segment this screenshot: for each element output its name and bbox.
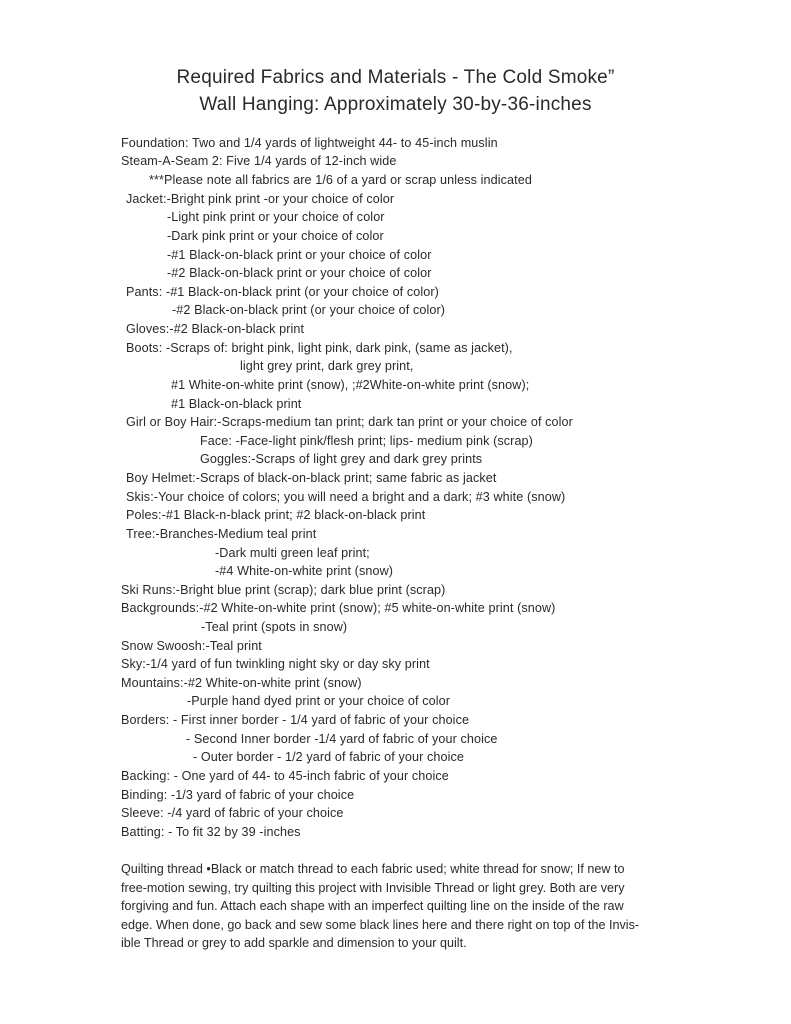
materials-line-backing: Backing: - One yard of 44- to 45-inch fabric of your choice: [121, 769, 449, 783]
materials-line-jacket-2: -Light pink print or your choice of color: [167, 210, 385, 224]
materials-line-tree-2: -Dark multi green leaf print;: [215, 546, 370, 560]
materials-line-borders: Borders: - First inner border - 1/4 yard of fabric of your choice: [121, 713, 470, 727]
materials-line-face: Face: -Face-light pink/flesh print; lips- medium pink (scrap): [200, 434, 533, 448]
document-title-line-1: Required Fabrics and Materials - The Cold Smoke”: [176, 67, 615, 88]
materials-line-tree: Tree:-Branches-Medium teal print: [126, 527, 317, 541]
materials-line-batting: Batting: - To fit 32 by 39 -inches: [121, 825, 301, 839]
materials-line-skis: Skis:-Your choice of colors; you will need a bright and a dark; #3 white (snow): [126, 490, 566, 504]
quilting-thread-paragraph: [121, 860, 676, 953]
materials-line-backgrounds: Backgrounds:-#2 White-on-white print (snow); #5 white-on-white print (snow): [121, 601, 556, 615]
materials-line-mountains: Mountains:-#2 White-on-white print (snow): [121, 676, 362, 690]
materials-line-borders-3: - Outer border - 1/2 yard of fabric of your choice: [193, 750, 464, 764]
materials-line-binding: Binding: -1/3 yard of fabric of your choice: [121, 788, 355, 802]
materials-line-foundation: Foundation: Two and 1/4 yards of lightweight 44- to 45-inch muslin: [121, 136, 498, 150]
materials-line-snow-swoosh: Snow Swoosh:-Teal print: [121, 639, 262, 653]
materials-line-gloves: Gloves:-#2 Black-on-black print: [126, 322, 305, 336]
paragraph-line: forgiving and fun. Attach each shape with an imperfect quilting line on the inside of the raw: [121, 899, 624, 913]
materials-line-hair: Girl or Boy Hair:-Scraps-medium tan print; dark tan print or your choice of color: [126, 415, 573, 429]
materials-line-boots: Boots: -Scraps of: bright pink, light pink, dark pink, (same as jacket),: [126, 341, 513, 355]
materials-note: ***Please note all fabrics are 1/6 of a yard or scrap unless indicated: [149, 173, 532, 187]
materials-line-ski-runs: Ski Runs:-Bright blue print (scrap); dark blue print (scrap): [121, 583, 446, 597]
materials-line-sky: Sky:-1/4 yard of fun twinkling night sky or day sky print: [121, 657, 430, 671]
paragraph-line: ible Thread or grey to add sparkle and dimension to your quilt.: [121, 936, 467, 950]
materials-line-jacket: Jacket:-Bright pink print -or your choice of color: [126, 192, 395, 206]
materials-line-steam-a-seam: Steam-A-Seam 2: Five 1/4 yards of 12-inch wide: [121, 154, 397, 168]
paragraph-line: free-motion sewing, try quilting this project with Invisible Thread or light grey. Both are very: [121, 880, 625, 895]
materials-line-boots-3: #1 White-on-white print (snow), ;#2White-on-white print (snow);: [171, 378, 530, 392]
paragraph-line: Quilting thread •Black or match thread to each fabric used; white thread for snow; If new to: [121, 862, 625, 876]
materials-line-boots-4: #1 Black-on-black print: [171, 397, 302, 411]
materials-line-boy-helmet: Boy Helmet:-Scraps of black-on-black print; same fabric as jacket: [126, 471, 497, 485]
document-title-line-2: Wall Hanging: Approximately 30-by-36-inches: [199, 94, 592, 115]
materials-line-jacket-3: -Dark pink print or your choice of color: [167, 229, 384, 243]
materials-line-boots-2: light grey print, dark grey print,: [240, 359, 414, 373]
materials-line-tree-3: -#4 White-on-white print (snow): [215, 564, 394, 578]
materials-line-backgrounds-2: -Teal print (spots in snow): [201, 620, 348, 634]
materials-line-mountains-2: -Purple hand dyed print or your choice of color: [187, 694, 451, 708]
paragraph-line: edge. When done, go back and sew some black lines here and there right on top of the Invis-: [121, 917, 640, 932]
materials-line-poles: Poles:-#1 Black-n-black print; #2 black-on-black print: [126, 508, 426, 522]
materials-line-pants-2: -#2 Black-on-black print (or your choice of color): [172, 303, 446, 317]
materials-line-goggles: Goggles:-Scraps of light grey and dark grey prints: [200, 452, 483, 466]
materials-line-jacket-5: -#2 Black-on-black print or your choice of color: [167, 266, 432, 280]
materials-line-jacket-4: -#1 Black-on-black print or your choice of color: [167, 248, 432, 262]
materials-line-pants: Pants: -#1 Black-on-black print (or your choice of color): [126, 285, 439, 299]
materials-line-borders-2: - Second Inner border -1/4 yard of fabric of your choice: [186, 732, 498, 746]
materials-line-sleeve: Sleeve: -/4 yard of fabric of your choice: [121, 806, 344, 820]
